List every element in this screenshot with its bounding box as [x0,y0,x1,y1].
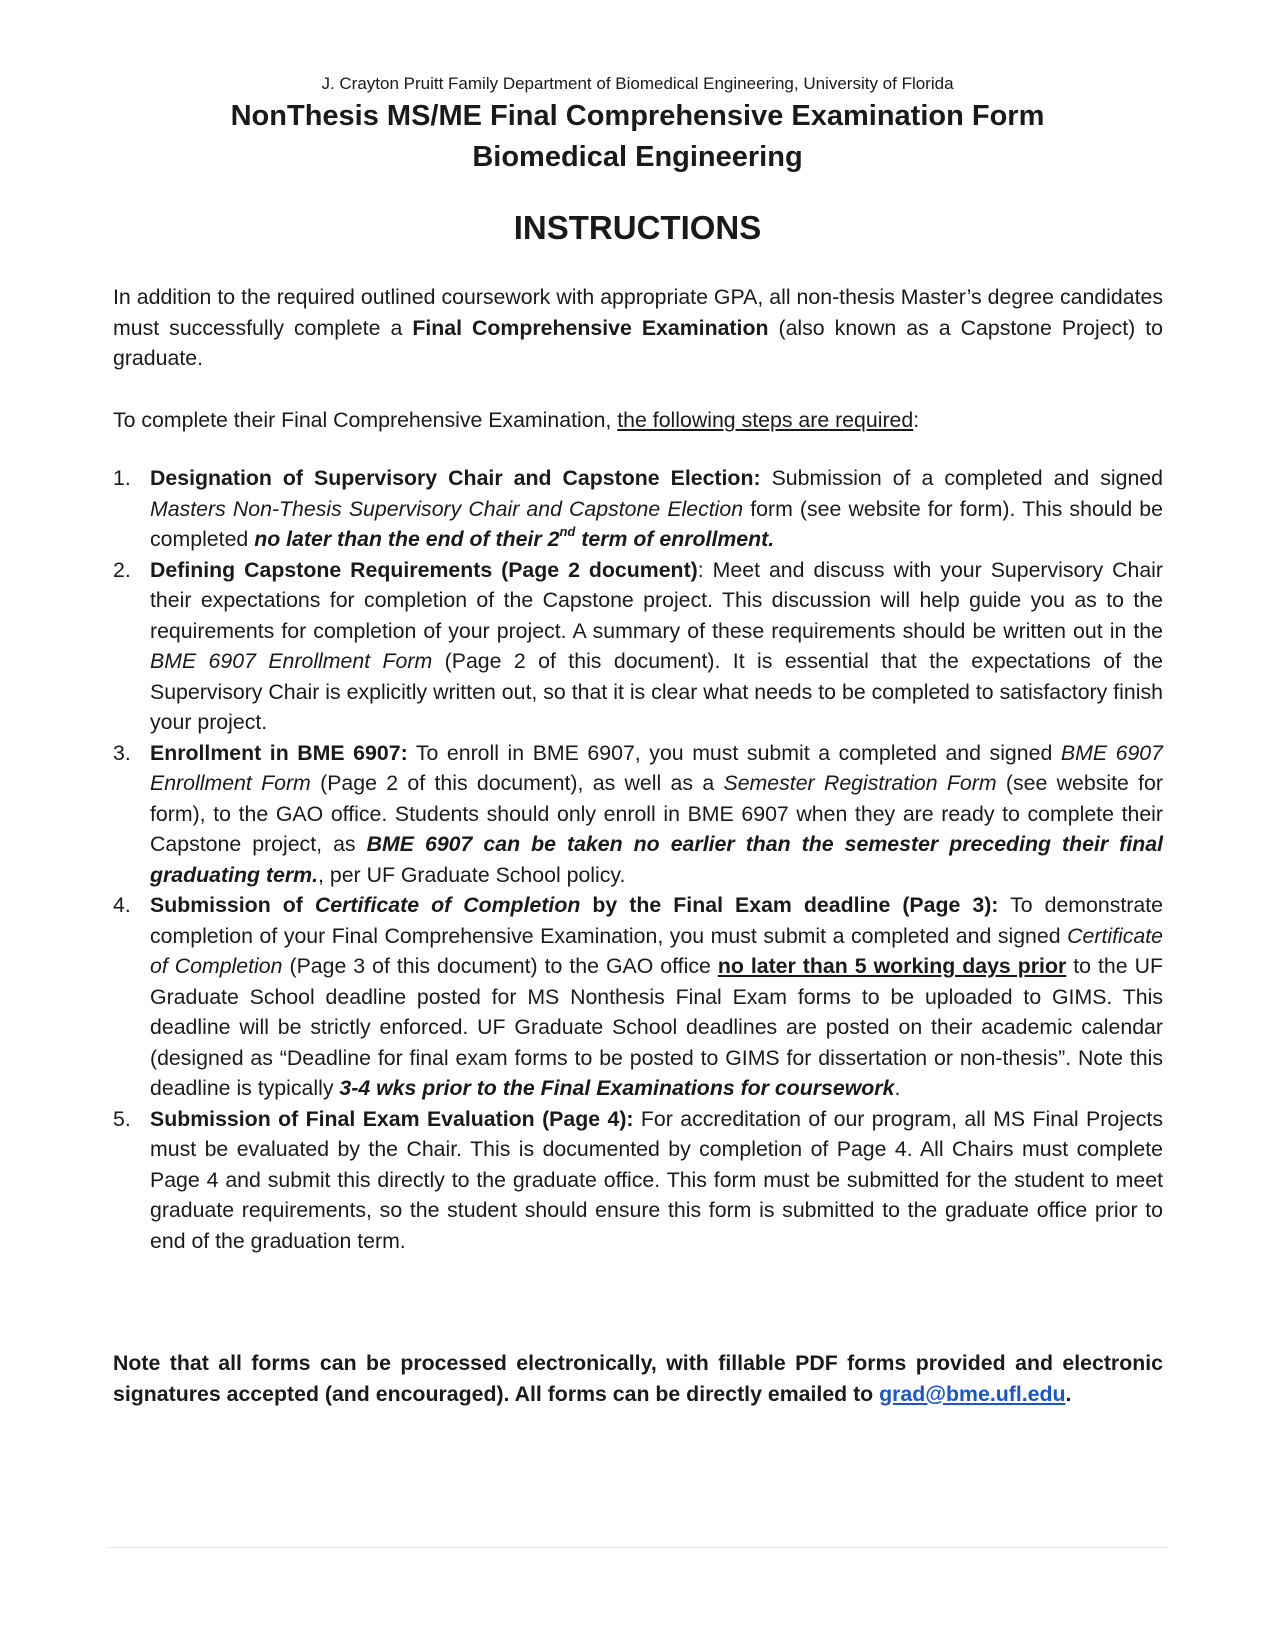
step-number: 4. [113,893,131,917]
step-item [113,555,1163,738]
step-italic: BME 6907 Enrollment Form [150,649,433,673]
note-suffix: . [1065,1381,1072,1406]
step-item [113,463,1163,555]
step-text: to the UF Graduate School deadline posted for MS Nonthesis Final Exam forms to be uploaded to GIMS. This deadline will be strictly enforced. UF Graduate School deadlines are posted on their academic calendar (designed as “Deadline for final exam forms to be posted to GIMS for dissertation or non-thesis”. Note this deadline is typically [150,954,1163,1100]
steps-lead-text: To complete their Final Comprehensive Examination, [113,408,618,432]
footer-divider [108,1547,1168,1548]
email-link[interactable]: grad@bme.ufl.edu [879,1381,1066,1406]
step-emphasis: no later than the end of their 2 [254,527,560,551]
step-number: 2. [113,557,131,582]
form-title: NonThesis MS/ME Final Comprehensive Examination Form [230,100,1045,132]
steps-lead-paragraph [113,405,1163,436]
step-italic: Semester Registration Form [723,771,997,795]
intro-text-1: In addition to the required outlined coursework with appropriate GPA, all non-thesis Master’s degree candidates must successfully complete a [113,285,1163,340]
step-number: 5. [113,1106,131,1131]
step-text: To demonstrate completion of your Final Comprehensive Examination, you must submit a completed and signed [150,893,1163,948]
instructions-heading: INSTRUCTIONS [513,209,762,246]
step-emphasis: 3-4 wks prior to the Final Examinations for coursework [339,1076,895,1100]
step-title: by the Final Exam deadline (Page 3): [580,893,999,917]
step-title: Defining Capstone Requirements (Page 2 document) [150,557,698,582]
step-text: : Meet and discuss with your Supervisory Chair their expectations for completion of the Capstone project. This discussion will help guide you as to the requirements for completion of your project. A summary of these requirements should be written out in the [150,557,1163,643]
intro-bold-term: Final Comprehensive Examination [412,315,769,340]
step-italic: Masters Non-Thesis Supervisory Chair and Capstone Election [150,496,744,521]
step-number: 3. [113,740,131,765]
department-line: J. Crayton Pruitt Family Department of Biomedical Engineering, University of Florida [321,74,954,93]
step-title: Designation of Supervisory Chair and Capstone Election: [150,466,761,490]
step-text: . [894,1076,901,1100]
step-text: , per UF Graduate School policy. [318,862,626,887]
step-text: form (see website for form). This should be completed [150,496,1163,551]
step-item [113,738,1163,891]
step-title: Submission of Final Exam Evaluation (Page 4): [150,1106,634,1131]
note-text: Note that all forms can be processed electronically, with fillable PDF forms provided and electronic signatures accepted (and encouraged). All forms can be directly emailed to [113,1351,1163,1406]
step-italic: Certificate of Completion [150,923,1163,978]
step-item [113,890,1163,1104]
intro-paragraph [113,282,1163,374]
steps-lead-underlined: the following steps are required [617,408,914,432]
step-deadline-underlined: no later than 5 working days prior [717,954,1067,978]
step-emphasis: BME 6907 can be taken no earlier than the semester preceding their final graduating term. [150,832,1164,887]
step-text: (Page 2 of this document). It is essential that the expectations of the Supervisory Chair is explicitly written out, so that it is clear what needs to be completed to satisfactory finish your project. [150,649,1163,734]
steps-list [113,463,1163,1256]
steps-lead-suffix: : [913,408,920,432]
step-number: 1. [113,466,131,490]
step-title: Submission of [150,893,315,917]
note-paragraph [113,1348,1163,1409]
step-superscript: nd [559,523,576,539]
step-title: Enrollment in BME 6907: [150,740,408,765]
step-text: Submission of a completed and signed [760,466,1163,490]
step-text: To enroll in BME 6907, you must submit a completed and signed [407,740,1061,765]
step-text: For accreditation of our program, all MS Final Projects must be evaluated by the Chair. This is documented by completion of Page 4. All Chairs must complete Page 4 and submit this directly to the graduate office. This form must be submitted for the student to meet graduate requirements, so the student should ensure this form is submitted to the graduate office prior to end of the graduation term. [150,1106,1163,1253]
step-text: (Page 2 of this document), as well as a [310,771,724,795]
step-italic: BME 6907 Enrollment Form [150,740,1163,795]
step-text: (Page 3 of this document) to the GAO office [282,954,718,978]
step-item [113,1104,1163,1257]
step-title-emphasis: Certificate of Completion [314,893,581,917]
step-emphasis: term of enrollment. [575,527,775,551]
intro-text-2: (also known as a Capstone Project) to graduate. [113,315,1163,370]
step-text: (see website for form), to the GAO office. Students should only enroll in BME 6907 when they are ready to complete their Capstone project, as [150,771,1163,856]
form-subtitle: Biomedical Engineering [472,141,803,173]
